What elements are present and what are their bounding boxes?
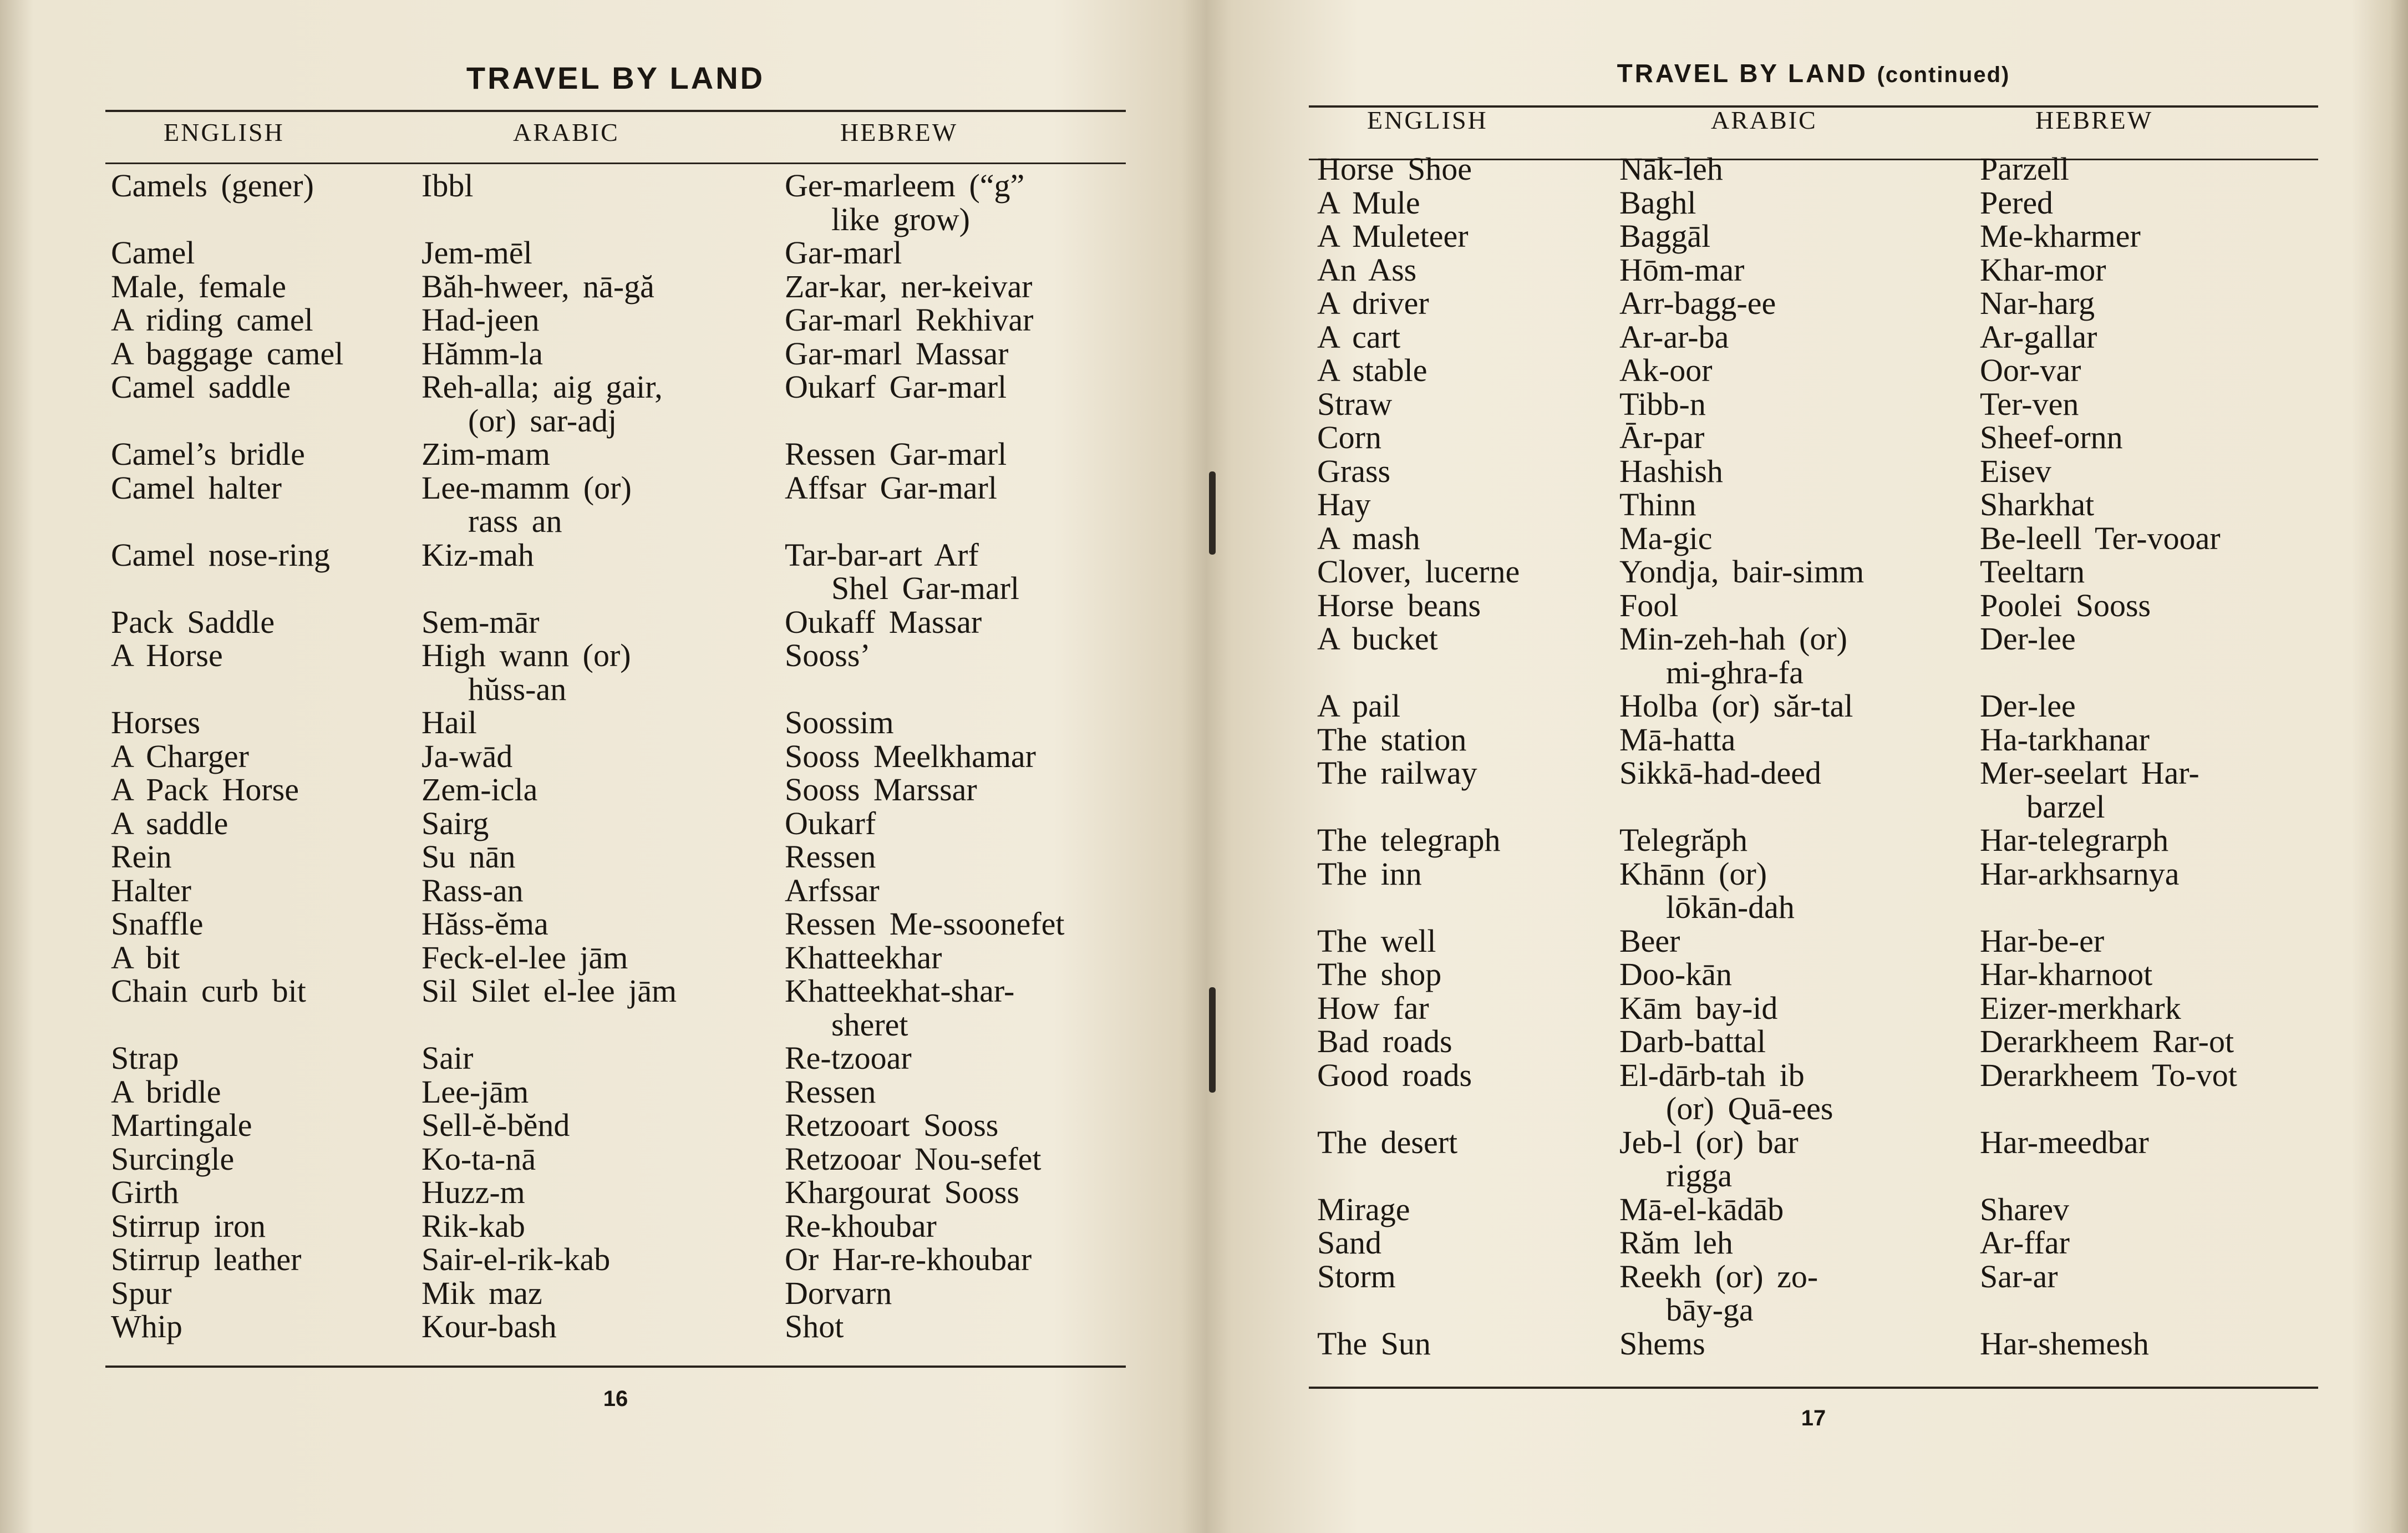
arabic-term: Thinn [1619, 486, 1696, 522]
footer-rule [1309, 1387, 2318, 1389]
table-row [1309, 385, 2318, 422]
hebrew-term: Gar-marl [785, 235, 902, 271]
hebrew-term: Ressen [785, 1073, 876, 1110]
table-row [1309, 1126, 2318, 1193]
table-row [1309, 1260, 2318, 1327]
arabic-term: Kour-bash [421, 1308, 557, 1344]
english-term: Mirage [1317, 1191, 1410, 1227]
arabic-term: Sikkā-had-deed [1619, 755, 1821, 791]
page-number: 16 [603, 1387, 628, 1411]
hebrew-term: Eizer-merkhark [1980, 989, 2181, 1026]
english-term: Spur [111, 1275, 172, 1311]
hebrew-term: Gar-marl Massar [785, 335, 1009, 372]
table-row [105, 603, 1126, 640]
hebrew-term: Khatteekhat-shar- [785, 973, 1015, 1009]
arabic-term: Mā-el-kādāb [1619, 1191, 1784, 1227]
english-term: Strap [111, 1040, 179, 1076]
table-row [105, 740, 1126, 774]
table-row [105, 974, 1126, 1042]
arabic-term-continued: hŭss-an [468, 671, 567, 707]
hebrew-term: Poolei Sooss [1980, 587, 2151, 623]
english-term: Sand [1317, 1225, 1381, 1261]
hebrew-term: Sooss Meelkhamar [785, 738, 1036, 774]
table-row [1309, 253, 2318, 287]
english-term: Straw [1317, 385, 1393, 422]
hebrew-term: Or Har-re-khoubar [785, 1241, 1032, 1277]
hebrew-term: Soossim [785, 704, 894, 740]
english-term: A driver [1317, 285, 1429, 321]
arabic-term: Holba (or) săr-tal [1619, 688, 1853, 724]
arabic-term: Telegrăph [1619, 822, 1748, 858]
table-row [1309, 455, 2318, 489]
table-row [105, 236, 1126, 270]
table-row [105, 773, 1126, 807]
hebrew-term: Dorvarn [785, 1275, 892, 1311]
english-term: Horse beans [1317, 587, 1481, 623]
arabic-term: Shems [1619, 1325, 1705, 1362]
table-row [1309, 488, 2318, 522]
column-header-arabic: ARABIC [513, 118, 619, 146]
hebrew-term: Har-shemesh [1980, 1325, 2149, 1362]
english-term: A stable [1317, 352, 1427, 388]
arabic-term: Ak-oor [1619, 352, 1713, 388]
arabic-term: Reh-alla; aig gair, [421, 369, 663, 405]
hebrew-term: Parzell [1980, 151, 2070, 187]
english-term: Halter [111, 872, 191, 908]
arabic-term: Sair-el-rik-kab [421, 1241, 611, 1277]
table-row [1309, 1059, 2318, 1126]
hebrew-term-continued: barzel [2026, 788, 2105, 825]
english-term: Martingale [111, 1107, 252, 1143]
hebrew-term: Oukarf Gar-marl [785, 369, 1007, 405]
english-term: Girth [111, 1174, 179, 1210]
english-term: Camel halter [111, 469, 282, 506]
table-row [105, 840, 1126, 874]
table-row [1309, 287, 2318, 321]
english-term: Male, female [111, 268, 286, 304]
english-term: Camels (gener) [111, 167, 314, 204]
hebrew-term: Mer-seelart Har- [1980, 755, 2199, 791]
arabic-term: Răm leh [1619, 1225, 1733, 1261]
english-term: Clover, lucerne [1317, 554, 1520, 590]
hebrew-term: Khatteekhar [785, 939, 942, 976]
english-term: Grass [1317, 453, 1391, 489]
arabic-term: Hōm-mar [1619, 251, 1745, 288]
english-term: A Horse [111, 637, 223, 673]
hebrew-term: Ressen Me-ssoonefet [785, 906, 1065, 942]
arabic-term: Mik maz [421, 1275, 542, 1311]
hebrew-term: Derarkheem Rar-ot [1980, 1023, 2234, 1059]
hebrew-term: Teeltarn [1980, 554, 2085, 590]
english-term: The telegraph [1317, 822, 1501, 858]
page-title [1309, 58, 2318, 88]
arabic-term: Darb-battal [1619, 1023, 1766, 1059]
table-row [1309, 824, 2318, 857]
column-header-english: ENGLISH [164, 118, 285, 146]
hebrew-term: Tar-bar-art Arf [785, 536, 979, 573]
english-term: The desert [1317, 1124, 1458, 1160]
english-term: Bad roads [1317, 1023, 1452, 1059]
table-row [1309, 757, 2318, 824]
english-term: Horses [111, 704, 201, 740]
hebrew-term: Retzooart Sooss [785, 1107, 999, 1143]
table-row [1309, 622, 2318, 689]
table-row [105, 1109, 1126, 1143]
hebrew-term: Der-lee [1980, 688, 2076, 724]
hebrew-term: Re-tzooar [785, 1040, 912, 1076]
arabic-term: Beer [1619, 922, 1680, 959]
english-term: A Pack Horse [111, 771, 299, 808]
table-row [1309, 354, 2318, 388]
english-term: Chain curb bit [111, 973, 306, 1009]
arabic-term: Yondja, bair-simm [1619, 554, 1865, 590]
arabic-term: Baghl [1619, 184, 1696, 221]
english-term: A mash [1317, 520, 1420, 556]
english-term: The shop [1317, 956, 1442, 992]
hebrew-term: Har-kharnoot [1980, 956, 2153, 992]
english-term: A Muleteer [1317, 218, 1469, 254]
arabic-term-continued: bāy-ga [1666, 1292, 1754, 1328]
english-term: Snaffle [111, 906, 204, 942]
staple-bottom [1209, 987, 1216, 1093]
table-row [105, 1176, 1126, 1210]
page-title: TRAVEL BY LAND [466, 60, 765, 95]
english-term: A bit [111, 939, 180, 976]
table-row [105, 169, 1126, 236]
hebrew-term: Zar-kar, ner-keivar [785, 268, 1033, 304]
english-term: The railway [1317, 755, 1477, 791]
hebrew-term: Be-leell Ter-vooar [1980, 520, 2221, 556]
arabic-term: Ma-gic [1619, 520, 1713, 556]
english-term: Good roads [1317, 1057, 1472, 1093]
vocabulary-table [105, 169, 1126, 1344]
english-term: The Sun [1317, 1325, 1431, 1362]
arabic-term: Baggāl [1619, 218, 1711, 254]
hebrew-term: Ter-ven [1980, 385, 2079, 422]
hebrew-term: Har-be-er [1980, 922, 2105, 959]
english-term: A baggage camel [111, 335, 344, 372]
arabic-term: High wann (or) [421, 637, 631, 673]
table-row [105, 874, 1126, 908]
table-row [1309, 922, 2318, 959]
arabic-term: Sil Silet el-lee jām [421, 973, 677, 1009]
table-row [1309, 522, 2318, 556]
hebrew-term: Oor-var [1980, 352, 2081, 388]
arabic-term: Hashish [1619, 453, 1723, 489]
english-term: The well [1317, 922, 1436, 959]
table-row [1309, 958, 2318, 992]
english-term: Pack Saddle [111, 603, 275, 640]
column-header-english: ENGLISH [1367, 106, 1488, 134]
hebrew-term: Shot [785, 1308, 844, 1344]
hebrew-term: Sooss’ [785, 637, 871, 673]
table-row [105, 1207, 1126, 1244]
hebrew-term: Sharkhat [1980, 486, 2095, 522]
hebrew-term: Affsar Gar-marl [785, 469, 997, 506]
hebrew-term: Sheef-ornn [1980, 419, 2123, 455]
hebrew-term: Me-kharmer [1980, 218, 2141, 254]
hebrew-term-continued: sheret [831, 1006, 908, 1043]
table-row [105, 907, 1126, 941]
arabic-term: Reekh (or) zo- [1619, 1258, 1818, 1295]
table-row [1309, 989, 2318, 1026]
english-term: A Mule [1317, 184, 1420, 221]
arabic-term: Ja-wād [421, 738, 513, 774]
arabic-term: Kām bay-id [1619, 989, 1778, 1026]
table-row [105, 303, 1126, 337]
hebrew-term: Ressen [785, 839, 876, 875]
arabic-term: Ār-par [1619, 419, 1705, 455]
english-term: Camel saddle [111, 369, 291, 405]
table-row [1309, 689, 2318, 723]
arabic-term: Sell-ĕ-bĕnd [421, 1107, 570, 1143]
hebrew-term: Har-meedbar [1980, 1124, 2149, 1160]
arabic-term: Rass-an [421, 872, 524, 908]
hebrew-term: Har-arkhsarnya [1980, 855, 2180, 892]
page-title-suffix: (continued) [1877, 63, 2010, 87]
english-term: An Ass [1317, 251, 1417, 288]
header-rule-bottom [105, 163, 1126, 164]
english-term: Horse Shoe [1317, 151, 1472, 187]
english-term: Stirrup iron [111, 1207, 266, 1244]
table-row [105, 941, 1126, 975]
hebrew-term: Der-lee [1980, 621, 2076, 657]
hebrew-term-continued: Shel Gar-marl [831, 570, 1019, 606]
page-number: 17 [1801, 1406, 1826, 1430]
table-row [105, 639, 1126, 706]
table-row [105, 1140, 1126, 1177]
hebrew-term: Pered [1980, 184, 2054, 221]
hebrew-term: Derarkheem To-vot [1980, 1057, 2237, 1093]
arabic-term: Nāk-leh [1619, 151, 1723, 187]
hebrew-term: Ar-ffar [1980, 1225, 2070, 1261]
english-term: A bridle [111, 1073, 221, 1110]
table-row [105, 1243, 1126, 1277]
arabic-term: Rik-kab [421, 1207, 525, 1244]
column-header-hebrew: HEBREW [2035, 106, 2153, 134]
table-row [1309, 1025, 2318, 1059]
arabic-term: Min-zeh-hah (or) [1619, 621, 1847, 657]
arabic-term-continued: lōkān-dah [1666, 889, 1795, 925]
arabic-term: Hămm-la [421, 335, 543, 372]
hebrew-term: Ressen Gar-marl [785, 436, 1007, 472]
hebrew-term: Ar-gallar [1980, 318, 2097, 355]
english-term: A riding camel [111, 302, 313, 338]
arabic-term: Zim-mam [421, 436, 550, 472]
table-row [1309, 723, 2318, 757]
hebrew-term: Ha-tarkhanar [1980, 721, 2150, 758]
english-term: Camel nose-ring [111, 536, 330, 573]
english-term: Corn [1317, 419, 1381, 455]
english-term: Surcingle [111, 1140, 235, 1177]
arabic-term: Had-jeen [421, 302, 540, 338]
staple-top [1209, 471, 1216, 555]
arabic-term-continued: rass an [468, 503, 562, 539]
right-page [1309, 0, 2318, 1533]
table-row [105, 1075, 1126, 1109]
arabic-term: Hail [421, 704, 477, 740]
arabic-term: Feck-el-lee jām [421, 939, 628, 976]
arabic-term-continued: mi-ghra-fa [1666, 654, 1804, 691]
table-row [1309, 589, 2318, 623]
arabic-term: Jeb-l (or) bar [1619, 1124, 1799, 1160]
arabic-term: Huzz-m [421, 1174, 525, 1210]
english-term: Rein [111, 839, 172, 875]
table-row [105, 1042, 1126, 1075]
left-page [105, 0, 1126, 1533]
arabic-term-continued: (or) sar-adj [468, 402, 617, 439]
arabic-term: Băh-hweer, nā-gă [421, 268, 654, 304]
hebrew-term: Har-telegrarph [1980, 822, 2169, 858]
arabic-term: Su nān [421, 839, 516, 875]
arabic-term: Mā-hatta [1619, 721, 1736, 758]
table-row [105, 1277, 1126, 1311]
hebrew-term: Sar-ar [1980, 1258, 2058, 1295]
page-title-main: TRAVEL BY LAND [1617, 59, 1868, 88]
arabic-term: Ko-ta-nā [421, 1140, 536, 1177]
footer-rule [105, 1366, 1126, 1368]
english-term: Whip [111, 1308, 182, 1344]
hebrew-term: Oukarf [785, 805, 876, 841]
table-row [1309, 1226, 2318, 1260]
hebrew-term-continued: like grow) [831, 201, 970, 237]
english-term: The station [1317, 721, 1467, 758]
column-header-arabic: ARABIC [1711, 106, 1817, 134]
table-row [105, 1310, 1126, 1344]
english-term: A Charger [111, 738, 249, 774]
english-term: A saddle [111, 805, 228, 841]
hebrew-term: Nar-harg [1980, 285, 2095, 321]
arabic-term: Arr-bagg-ee [1619, 285, 1776, 321]
arabic-term: Sair [421, 1040, 474, 1076]
arabic-term: El-dārb-tah ib [1619, 1057, 1805, 1093]
arabic-term: Jem-mēl [421, 235, 532, 271]
table-row [105, 807, 1126, 841]
arabic-term: Ibbl [421, 167, 474, 204]
hebrew-term: Khar-mor [1980, 251, 2106, 288]
arabic-term: Lee-mamm (or) [421, 469, 632, 506]
table-row [105, 370, 1126, 438]
hebrew-term: Re-khoubar [785, 1207, 937, 1244]
hebrew-term: Ger-marleem (“g” [785, 167, 1025, 204]
arabic-term-continued: rigga [1666, 1158, 1733, 1194]
table-row [105, 471, 1126, 539]
arabic-term: Ar-ar-ba [1619, 318, 1729, 355]
english-term: The inn [1317, 855, 1422, 892]
hebrew-term: Sharev [1980, 1191, 2070, 1227]
table-row [105, 438, 1126, 471]
arabic-term-continued: (or) Quā-ees [1666, 1090, 1833, 1126]
arabic-term: Sem-mār [421, 603, 540, 640]
hebrew-term: Retzooar Nou-sefet [785, 1140, 1042, 1177]
vocabulary-table [1309, 153, 2318, 1361]
column-header-hebrew: HEBREW [840, 118, 958, 146]
arabic-term: Sairg [421, 805, 489, 841]
english-term: A bucket [1317, 621, 1438, 657]
table-row [1309, 555, 2318, 589]
table-row [105, 270, 1126, 304]
table-row [105, 337, 1126, 371]
arabic-term: Kiz-mah [421, 536, 534, 573]
arabic-term: Doo-kān [1619, 956, 1732, 992]
table-row [1309, 186, 2318, 220]
arabic-term: Lee-jām [421, 1073, 529, 1110]
table-row [1309, 220, 2318, 253]
table-row [1309, 318, 2318, 355]
table-row [105, 536, 1126, 606]
header-rule-top [105, 110, 1126, 112]
hebrew-term: Khargourat Sooss [785, 1174, 1019, 1210]
english-term: Stirrup leather [111, 1241, 302, 1277]
hebrew-term: Arfssar [785, 872, 880, 908]
table-row [1309, 153, 2318, 186]
table-row [1309, 1193, 2318, 1227]
arabic-term: Zem-icla [421, 771, 538, 808]
hebrew-term: Gar-marl Rekhivar [785, 302, 1034, 338]
english-term: Hay [1317, 486, 1371, 522]
hebrew-term: Sooss Marssar [785, 771, 977, 808]
table-row [105, 706, 1126, 740]
hebrew-term: Oukaff Massar [785, 603, 982, 640]
arabic-term: Fool [1619, 587, 1679, 623]
arabic-term: Hăss-ĕma [421, 906, 548, 942]
english-term: A pail [1317, 688, 1401, 724]
english-term: Camel’s bridle [111, 436, 305, 472]
table-row [1309, 421, 2318, 455]
table-row [1309, 857, 2318, 925]
arabic-term: Tibb-n [1619, 385, 1706, 422]
english-term: A cart [1317, 318, 1401, 355]
english-term: Camel [111, 235, 195, 271]
table-row [1309, 1327, 2318, 1361]
english-term: How far [1317, 989, 1429, 1026]
english-term: Storm [1317, 1258, 1396, 1295]
arabic-term: Khānn (or) [1619, 855, 1767, 892]
hebrew-term: Eisev [1980, 453, 2051, 489]
